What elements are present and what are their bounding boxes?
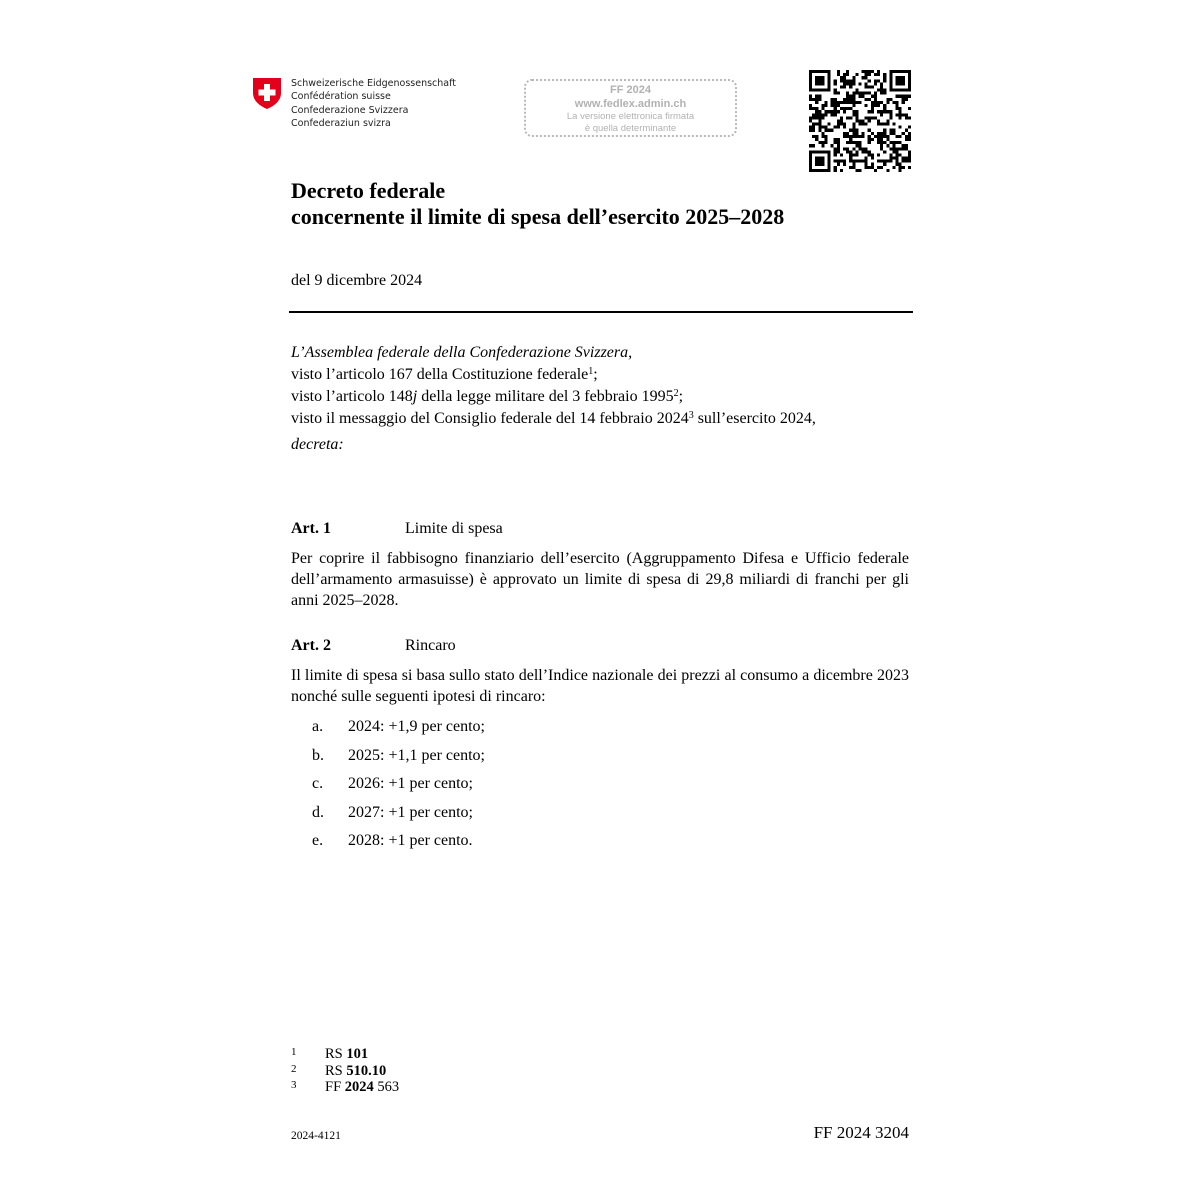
article-1-number: Art. 1 [291, 520, 331, 537]
list-item [291, 742, 909, 771]
legal-basis-2-text: visto l’articolo 148 [291, 388, 413, 405]
footnote-ref-number: 510.10 [346, 1062, 387, 1079]
article-1-text: Per coprire il fabbisogno finanziario dell’esercito (Aggruppamento Difesa e Ufficio federale dell’armamento armasuisse) è approvato un limite di spesa di 29,8 miliardi di franchi per gli anni 2025–2028. [291, 550, 909, 609]
legal-basis-1-text: visto l’articolo 167 della Costituzione federale [291, 366, 589, 383]
footnote-number: 3 [291, 1079, 297, 1091]
list-item-text: 2028: +1 per cento. [348, 832, 473, 849]
article-2-header [291, 635, 909, 657]
footnote-ref-2[interactable]: 2 [673, 388, 679, 399]
footnote-text[interactable] [325, 1063, 386, 1080]
legal-basis-3-text-cont: sull’esercito 2024, [693, 410, 816, 427]
preamble-legal-basis-2 [291, 386, 911, 408]
confederation-name-fr: Confédération suisse [291, 91, 391, 103]
footnote-prefix: RS [325, 1062, 347, 1079]
list-item [291, 713, 909, 742]
preamble-legal-basis-3 [291, 408, 911, 430]
legal-basis-2-letter: j [412, 388, 418, 405]
stamp-publication: FF 2024 [610, 84, 651, 96]
confederation-names [291, 77, 456, 131]
list-item-letter: b. [312, 746, 324, 764]
list-item-letter: a. [312, 718, 324, 735]
title-divider [289, 311, 913, 313]
list-item-letter: d. [312, 803, 324, 821]
stamp-note-line2: è quella determinante [584, 123, 677, 134]
list-item-text: 2027: +1 per cento; [348, 803, 473, 821]
qr-code-icon [809, 70, 911, 172]
legal-basis-2-text-cont: della legge militare del 3 febbraio 1995 [417, 388, 674, 405]
list-item-text: 2025: +1,1 per cento; [348, 746, 485, 764]
title-line-1: Decreto federale [291, 178, 446, 203]
footnote [291, 1063, 399, 1080]
electronic-signature-stamp [524, 79, 737, 137]
footnote [291, 1046, 399, 1063]
swiss-coat-of-arms-icon [252, 77, 282, 110]
footnotes [291, 1046, 399, 1096]
list-item-text: 2024: +1,9 per cento; [348, 718, 485, 735]
footnote-ref-number: 2024 [344, 1079, 374, 1095]
stamp-website: www.fedlex.admin.ch [574, 98, 687, 110]
preamble-legal-basis-1 [291, 364, 911, 386]
stamp-note-line1: La versione elettronica firmata [566, 111, 695, 122]
footnote-ref-3[interactable]: 3 [688, 410, 694, 421]
document-number: 2024-4121 [291, 1130, 341, 1142]
article-1-header [291, 518, 909, 540]
article-1-heading: Limite di spesa [405, 520, 503, 537]
article-2-number: Art. 2 [291, 637, 331, 654]
list-item-text: 2026: +1 per cento; [348, 775, 473, 792]
confederation-name-it: Confederazione Svizzera [291, 104, 409, 116]
footnote-suffix: 563 [373, 1079, 400, 1095]
legal-basis-2-punct: ; [678, 388, 684, 405]
confederation-name-rm: Confederaziun svizra [291, 118, 391, 130]
footnote-prefix: RS [325, 1046, 347, 1062]
list-item-letter: c. [312, 775, 324, 792]
preamble-assembly: L’Assemblea federale della Confederazione Svizzera, [291, 344, 633, 361]
document-title [291, 178, 784, 230]
legal-basis-3-text: visto il messaggio del Consiglio federale del 14 febbraio 2024 [291, 410, 689, 427]
list-item [291, 799, 909, 828]
legal-basis-1-punct: ; [593, 366, 598, 383]
footnote-text[interactable] [325, 1046, 368, 1063]
article-1 [291, 518, 909, 611]
article-2 [291, 635, 909, 856]
federal-gazette-reference: FF 2024 3204 [813, 1123, 909, 1142]
article-2-text: Il limite di spesa si basa sullo stato dell’Indice nazionale dei prezzi al consumo a dicembre 2023 nonché sulle seguenti ipotesi di rincaro: [291, 667, 909, 705]
footnote-number: 2 [291, 1062, 297, 1075]
preamble-decreta: decreta: [291, 436, 344, 453]
footnote-text[interactable] [325, 1079, 399, 1096]
list-item [291, 827, 909, 856]
footnote [291, 1079, 399, 1096]
preamble [291, 342, 911, 456]
confederation-name-de: Schweizerische Eidgenossenschaft [291, 78, 457, 89]
list-item [291, 770, 909, 799]
inflation-assumptions-list [291, 713, 909, 856]
footnote-ref-1[interactable]: 1 [588, 366, 594, 377]
list-item-letter: e. [312, 832, 324, 849]
title-line-2: concernente il limite di spesa dell’esercito 2025–2028 [291, 204, 785, 229]
article-2-heading: Rincaro [405, 637, 456, 654]
document-date: del 9 dicembre 2024 [291, 272, 423, 289]
footnote-prefix: FF [325, 1079, 345, 1095]
footnote-ref-number: 101 [346, 1046, 369, 1062]
footnote-number: 1 [291, 1046, 297, 1058]
